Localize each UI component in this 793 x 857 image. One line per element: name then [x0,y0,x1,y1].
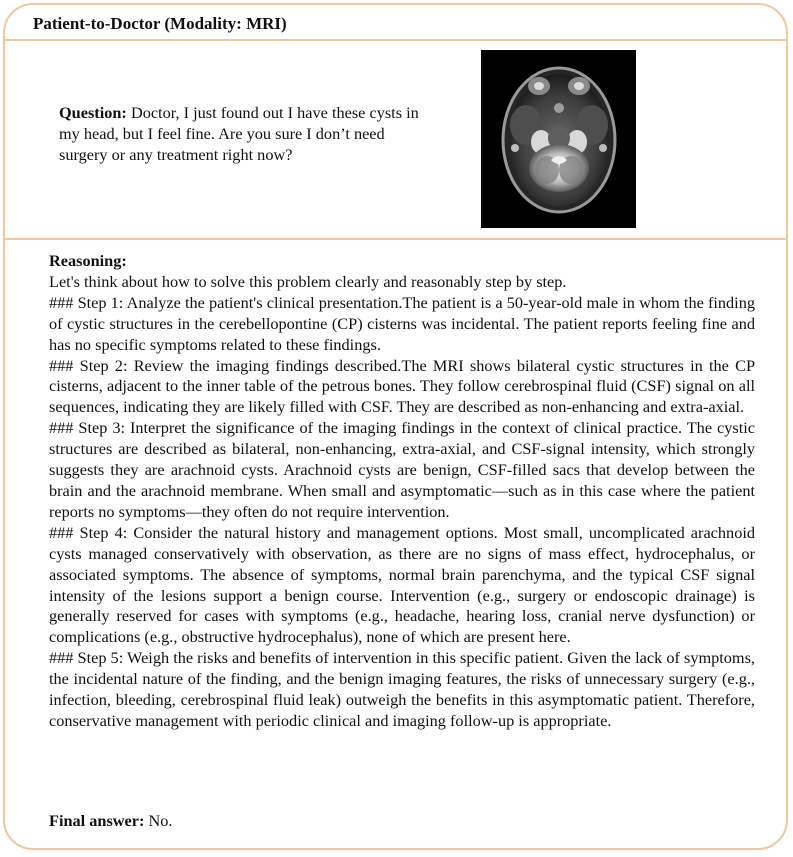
mri-scan-image [481,50,636,228]
question-label: Question: [59,103,127,122]
reasoning-step-2: ### Step 2: Review the imaging findings described.The MRI shows bilateral cystic structures in the CP cisterns, adjacent to the inner table of the petrous bones. They follow cerebrospinal fluid (CSF) signal on all sequences, indicating they are likely filled with CSF. They are described as non-enhancing and extra-axial. [49,355,755,417]
qa-card [3,3,788,850]
question-text: Doctor, I just found out I have these cysts in my head, but I feel fine. Are you sure I don’t need surgery or any treatment right now? [59,103,419,164]
reasoning-step-5: ### Step 5: Weigh the risks and benefits of intervention in this specific patient. Given the lack of symptoms, the incidental nature of the finding, and the benign imaging features, the risks of unnecessary surgery (e.g., infection, bleeding, cerebrospinal fluid leak) outweigh the benefits in this asymptomatic patient. Therefore, conservative management with periodic clinical and imaging follow-up is appropriate. [49,648,755,730]
card-header [5,5,786,41]
card-title: Patient-to-Doctor (Modality: MRI) [33,14,287,33]
reasoning-step-3: ### Step 3: Interpret the significance of the imaging findings in the context of clinical practice. The cystic structures are described as bilateral, non-enhancing, extra-axial, and CSF-signal intensity, which strongly suggests they are arachnoid cysts. Arachnoid cysts are benign, CSF-filled sacs that develop between the brain and the arachnoid membrane. When small and asymptomatic—such as in this case where the patient reports no symptoms—they often do not require intervention. [49,418,755,521]
reasoning-step-4: ### Step 4: Consider the natural history and management options. Most small, uncomplicated arachnoid cysts managed conservatively with observation, as there are no signs of mass effect, hydrocephalus, or associated symptoms. The absence of symptoms, normal brain parenchyma, and the typical CSF signal intensity of the lesions support a benign course. Intervention (e.g., surgery or endoscopic drainage) is generally reserved for cases with symptoms (e.g., headache, hearing loss, cranial nerve dysfunction) or complications (e.g., obstructive hydrocephalus), none of which are present here. [49,522,755,647]
final-answer [49,811,172,831]
reasoning-section [49,251,755,732]
reasoning-step-1: ### Step 1: Analyze the patient's clinical presentation.The patient is a 50-year-old male in whom the finding of cystic structures in the cerebellopontine (CP) cisterns was incidental. The patient reports feeling fine and has no specific symptoms related to these findings. [49,292,755,354]
final-answer-label: Final answer: [49,811,145,830]
question-block [59,102,431,165]
reasoning-intro: Let's think about how to solve this problem clearly and reasonably step by step. [49,271,567,291]
question-section [5,41,786,240]
final-answer-value: No. [148,811,173,830]
reasoning-label: Reasoning: [49,251,127,270]
mri-scan-drawing [481,50,636,228]
